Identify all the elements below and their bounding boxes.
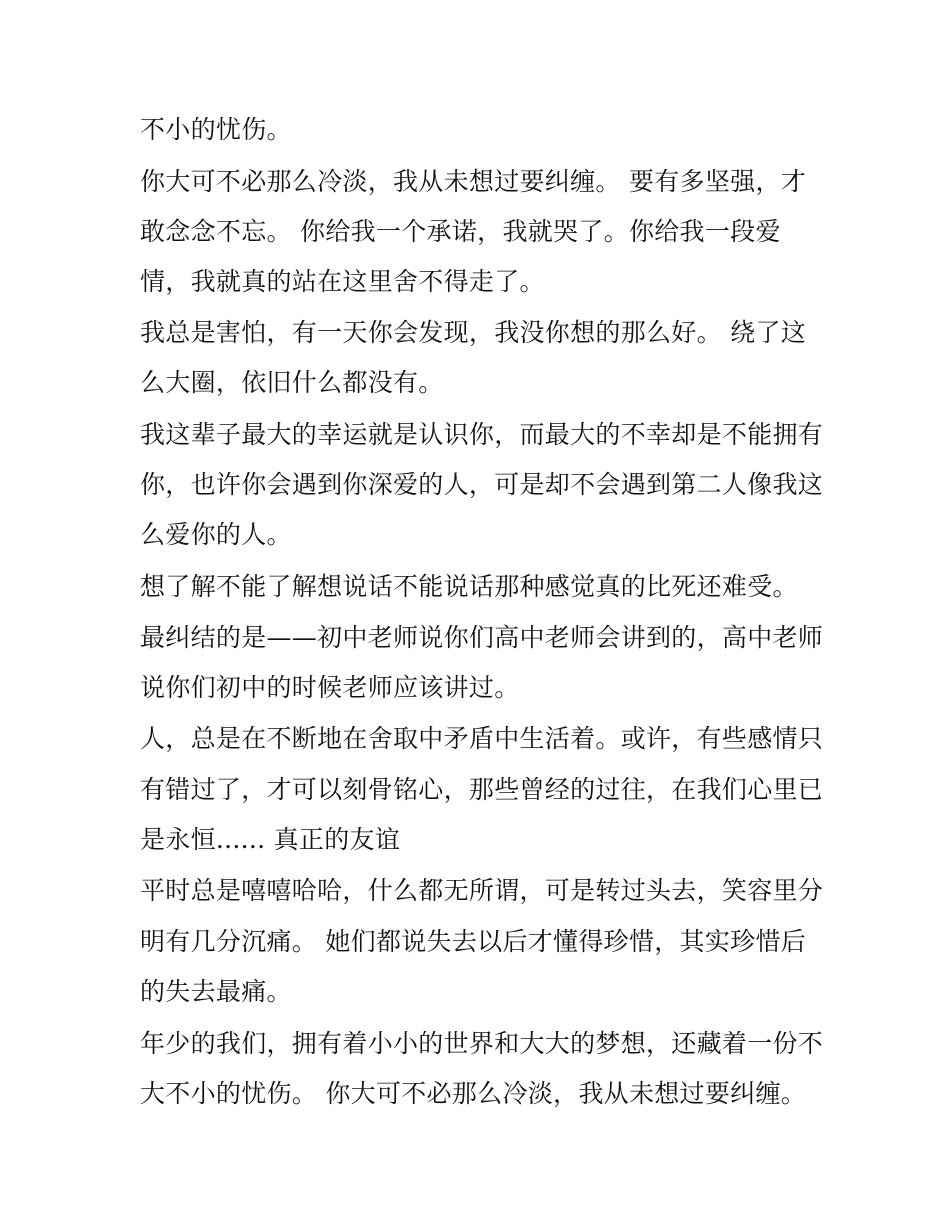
text-line: 么爱你的人。	[140, 520, 292, 549]
text-line: 么大圈，依旧什么都没有。	[140, 368, 444, 397]
text-line: 明有几分沉痛。 她们都说失去以后才懂得珍惜，其实珍惜后	[140, 927, 807, 956]
text-line: 人，总是在不断地在舍取中矛盾中生活着。或许，有些感情只	[140, 724, 824, 753]
text-line: 不小的忧伤。	[140, 115, 292, 144]
text-line: 的失去最痛。	[140, 977, 292, 1006]
text-line: 平时总是嘻嘻哈哈，什么都无所谓，可是转过头去，笑容里分	[140, 876, 824, 905]
text-line: 大不小的忧伤。 你大可不必那么冷淡，我从未想过要纠缠。	[140, 1079, 807, 1108]
text-line: 我这辈子最大的幸运就是认识你，而最大的不幸却是不能拥有	[140, 420, 824, 449]
text-line: 我总是害怕，有一天你会发现，我没你想的那么好。 绕了这	[140, 318, 807, 347]
text-line: 最纠结的是——初中老师说你们高中老师会讲到的，高中老师	[140, 623, 824, 652]
text-line: 你大可不必那么冷淡，我从未想过要纠缠。 要有多坚强，才	[140, 167, 807, 196]
text-line: 说你们初中的时候老师应该讲过。	[140, 673, 520, 702]
text-line: 年少的我们，拥有着小小的世界和大大的梦想，还藏着一份不	[140, 1029, 824, 1058]
text-line: 想了解不能了解想说话不能说话那种感觉真的比死还难受。	[140, 572, 798, 601]
text-line: 有错过了，才可以刻骨铭心，那些曾经的过往，在我们心里已	[140, 775, 824, 804]
text-line: 是永恒...... 真正的友谊	[140, 825, 401, 854]
text-line: 情，我就真的站在这里舍不得走了。	[140, 267, 545, 296]
text-line: 你，也许你会遇到你深爱的人，可是却不会遇到第二人像我这	[140, 470, 824, 499]
text-line: 敢念念不忘。 你给我一个承诺，我就哭了。你给我一段爱	[140, 217, 781, 246]
